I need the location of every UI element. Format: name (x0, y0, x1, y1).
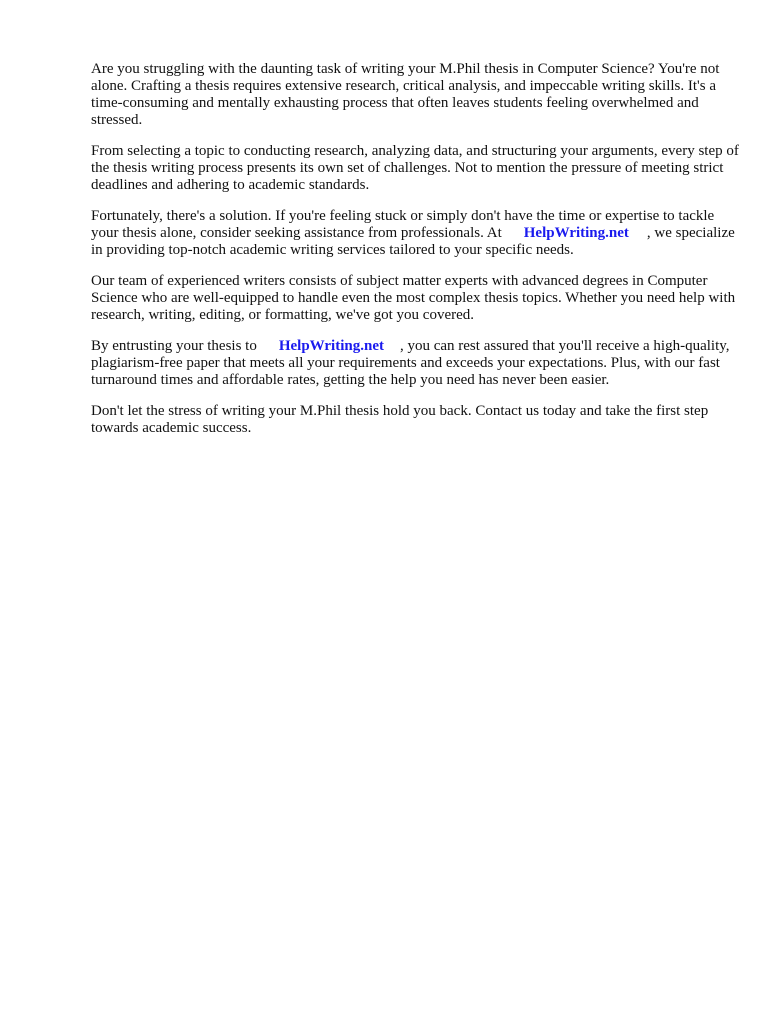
helpwriting-link-2[interactable]: HelpWriting.net (278, 338, 384, 354)
helpwriting-link-1[interactable]: HelpWriting.net (523, 225, 629, 241)
paragraph-entrust (91, 338, 741, 389)
paragraph-entrust-text-before: By entrusting your thesis to (91, 338, 257, 354)
paragraph-closing: Don't let the stress of writing your M.Phil thesis hold you back. Contact us today and take the first step towards academic success. (91, 403, 709, 436)
paragraph-intro: Are you struggling with the daunting task of writing your M.Phil thesis in Computer Science? You're not alone. Crafting a thesis requires extensive research, critical analysis, and impeccable writing skills. It's a time-consuming and mentally exhausting process that often leaves students feeling overwhelmed and stressed. (91, 61, 720, 128)
document-body (91, 61, 741, 451)
paragraph-solution (91, 208, 741, 259)
paragraph-challenges: From selecting a topic to conducting research, analyzing data, and structuring your arguments, every step of the thesis writing process presents its own set of challenges. Not to mention the pressure of meeting strict deadlines and adhering to academic standards. (91, 143, 739, 193)
paragraph-solution-text-before: Fortunately, there's a solution. If you're feeling stuck or simply don't have the time or expertise to tackle your thesis alone, consider seeking assistance from professionals. At (91, 208, 715, 241)
paragraph-entrust-text-after: , you can rest assured that you'll receive a high-quality, plagiarism-free paper that meets all your requirements and exceeds your expectations. Plus, with our fast turnaround times and affordable rates, getting the help you need has never been easier. (91, 338, 730, 388)
paragraph-solution-text-after: , we specialize in providing top-notch academic writing services tailored to your specific needs. (91, 225, 735, 258)
paragraph-team: Our team of experienced writers consists of subject matter experts with advanced degrees in Computer Science who are well-equipped to handle even the most complex thesis topics. Whether you need help with research, writing, editing, or formatting, we've got you covered. (91, 273, 736, 323)
